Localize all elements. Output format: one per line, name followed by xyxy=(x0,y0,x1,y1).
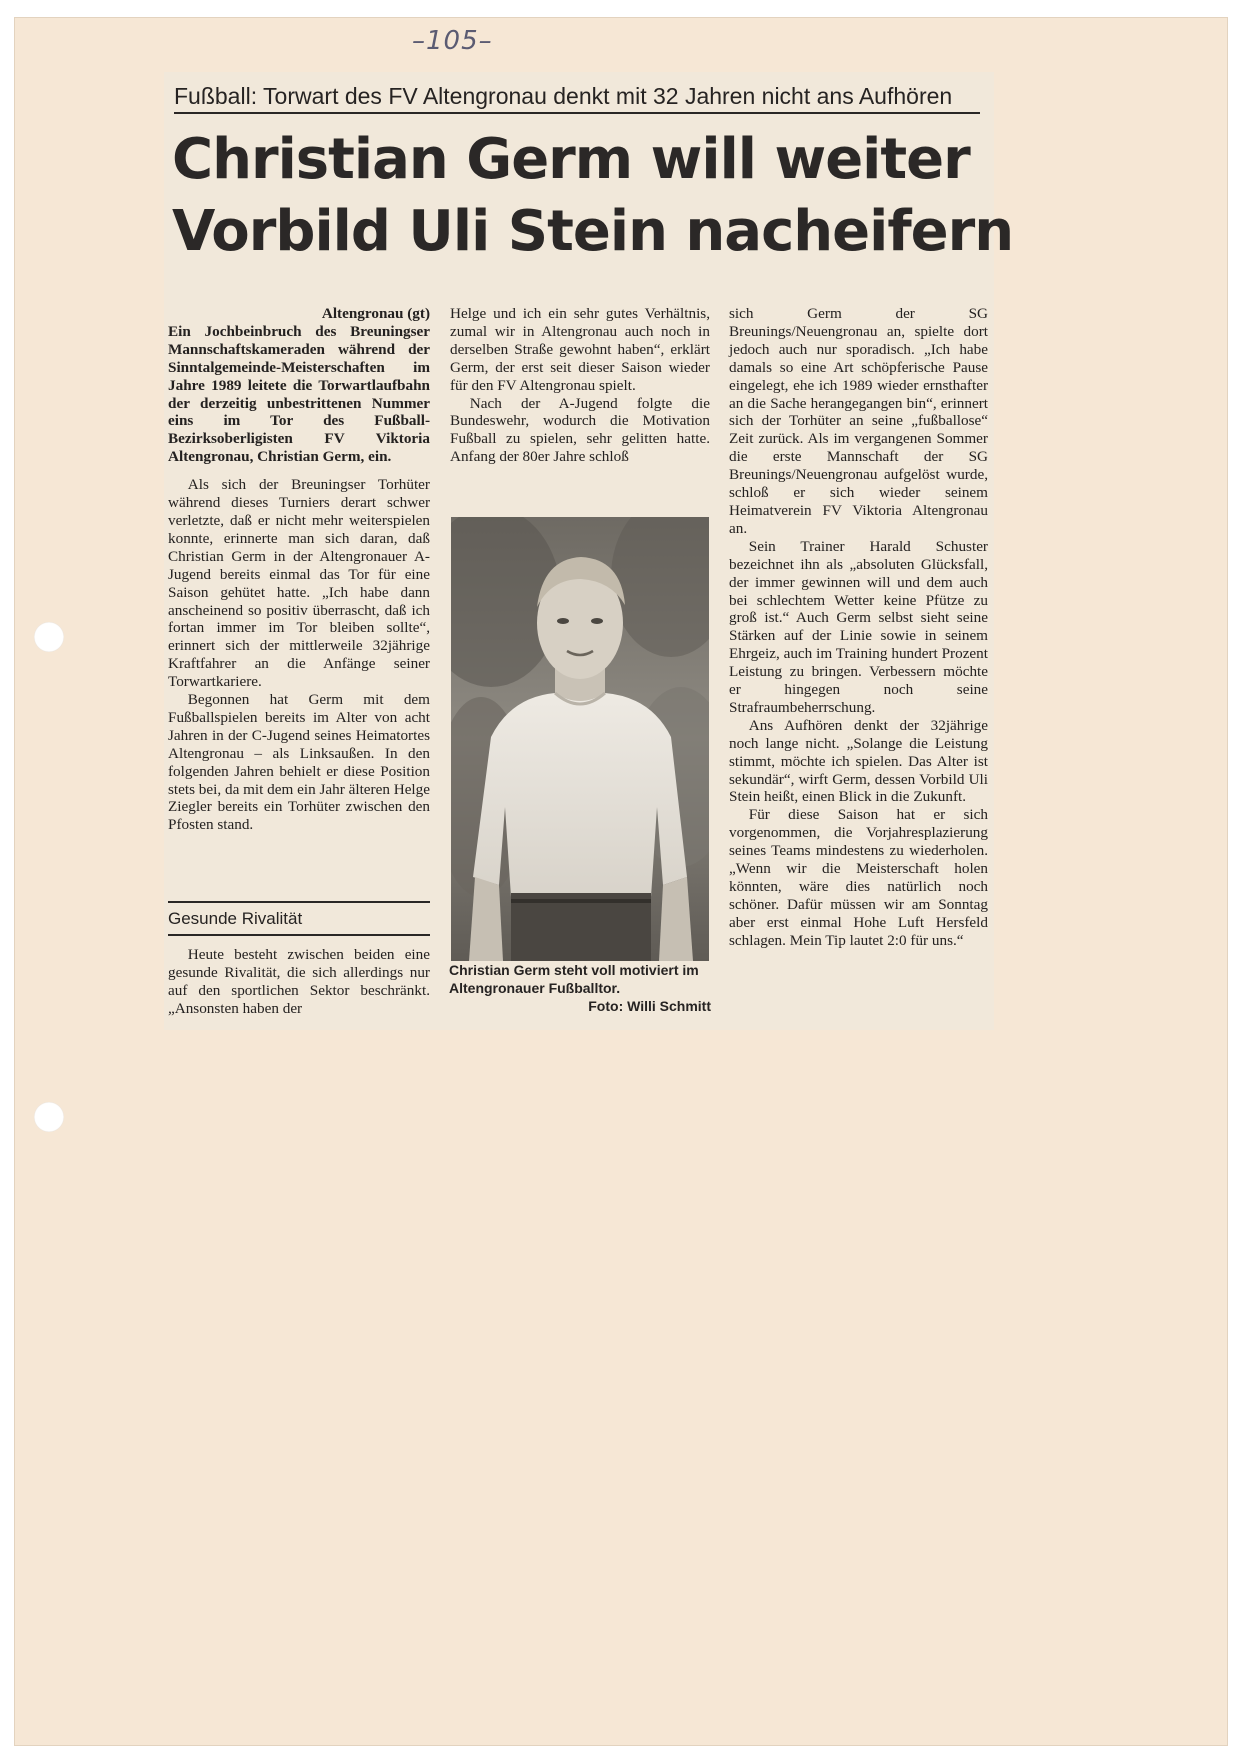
section-subheading: Gesunde Rivalität xyxy=(168,901,430,936)
photo-caption-block xyxy=(449,961,711,1015)
headline-line-1: Christian Germ will weiter xyxy=(172,127,970,192)
headline-line-2: Vorbild Uli Stein nacheifern xyxy=(172,199,1014,264)
body-paragraph: Heute besteht zwischen beiden eine gesunde Rivalität, die sich allerdings nur auf den sportlichen Sektor beschränkt. „Ansonsten haben der xyxy=(168,946,430,1017)
photo-credit: Foto: Willi Schmitt xyxy=(588,998,711,1014)
article-column-1-continued xyxy=(168,946,430,1018)
player-photo xyxy=(451,517,709,961)
article-column-3 xyxy=(729,305,988,950)
body-paragraph: Ans Aufhören denkt der 32jährige noch lange nicht. „Solange die Leistung stimmt, möchte ich spielen. Das Alter ist sekundär“, wirft Germ, dessen Vorbild Uli Stein heißt, einen Blick in die Zukunft. xyxy=(729,716,988,806)
body-paragraph: Helge und ich ein sehr gutes Verhältnis, zumal wir in Altengronau auch noch in derselben Straße gewohnt haben“, erklärt Germ, der erst seit dieser Saison wieder für den FV Altengronau spielt. xyxy=(450,305,710,394)
article-headline xyxy=(172,124,1014,268)
punch-hole-bottom xyxy=(34,1102,64,1132)
lead-paragraph: Ein Jochbeinbruch des Breuningser Mannschaftskameraden während der Sinntalgemeinde-Meisterschaften im Jahre 1989 leitete die Torwartlaufbahn der derzeitig unbestrittenen Nummer eins im Tor des Fußball-Bezirksoberligisten FV Viktoria Altengronau, Christian Germ, ein. xyxy=(168,322,430,466)
body-paragraph: Sein Trainer Harald Schuster bezeichnet ihn als „absoluten Glücksfall, der immer gewinnen will und dem auch bei schlechtem Wetter keine Pfütze zu groß ist.“ Auch Germ selbst sieht seine Stärken auf der Linie sowie in seinem Ehrgeiz, auch im Training hundert Prozent Leistung zu bringen. Verbessern möchte er hingegen noch seine Strafraumbeherrschung. xyxy=(729,537,988,716)
dateline: Altengronau (gt) xyxy=(321,305,430,322)
photo-caption: Christian Germ steht voll motiviert im Altengronauer Fußballtor. xyxy=(449,962,699,996)
handwritten-page-number: –105– xyxy=(412,26,493,56)
article-column-2 xyxy=(450,305,710,466)
body-paragraph: Für diese Saison hat er sich vorgenommen, die Vorjahresplazierung seines Teams mindestens zu wiederholen. „Wenn wir die Meisterschaft holen könnten, wäre dies natürlich noch schöner. Dafür müssen wir am Sonntag aber erst einmal Hohe Luft Hersfeld schlagen. Mein Tip lautet 2:0 für uns.“ xyxy=(729,806,988,949)
punch-hole-top xyxy=(34,622,64,652)
body-paragraph: Nach der A-Jugend folgte die Bundeswehr, wodurch die Motivation Fußball zu spielen, sehr gelitten hatte. Anfang der 80er Jahre schloß xyxy=(450,394,710,466)
article-kicker: Fußball: Torwart des FV Altengronau denkt mit 32 Jahren nicht ans Aufhören xyxy=(174,80,980,114)
body-paragraph: sich Germ der SG Breunings/Neuengronau an, spielte dort jedoch auch nur sporadisch. „Ich habe damals so eine Art schöpferische Pause eingelegt, ehe ich 1989 wieder ernsthafter an die Sache herangegangen bin“, erinnert sich der Torhüter an seine „fußballose“ Zeit zurück. Als im vergangenen Sommer die erste Mannschaft der SG Breunings/Neuengronau aufgelöst wurde, schloß er sich wieder seinem Heimatverein FV Viktoria Altengronau an. xyxy=(729,305,988,537)
body-paragraph: Als sich der Breuningser Torhüter während dieses Turniers derart schwer verletzte, daß er nicht mehr weiterspielen konnte, erinnerte man sich daran, daß Christian Germ in der Altengronauer A-Jugend bereits einmal das Tor für eine Saison gehütet hatte. „Ich habe dann anscheinend so positiv überrascht, daß ich fortan immer im Tor bleiben sollte“, erinnert sich der mittlerweile 32jährige Kraftfahrer an die Anfänge seiner Torwartkariere. xyxy=(168,476,430,691)
player-photo-graphic xyxy=(451,517,709,961)
article-column-1 xyxy=(168,305,430,834)
body-paragraph: Begonnen hat Germ mit dem Fußballspielen bereits im Alter von acht Jahren in der C-Jugend seines Heimatortes Altengronau – als Linksaußen. In den folgenden Jahren behielt er diese Position stets bei, da mit dem ein Jahr älteren Helge Ziegler bereits ein Torhüter zwischen den Pfosten stand. xyxy=(168,691,430,834)
